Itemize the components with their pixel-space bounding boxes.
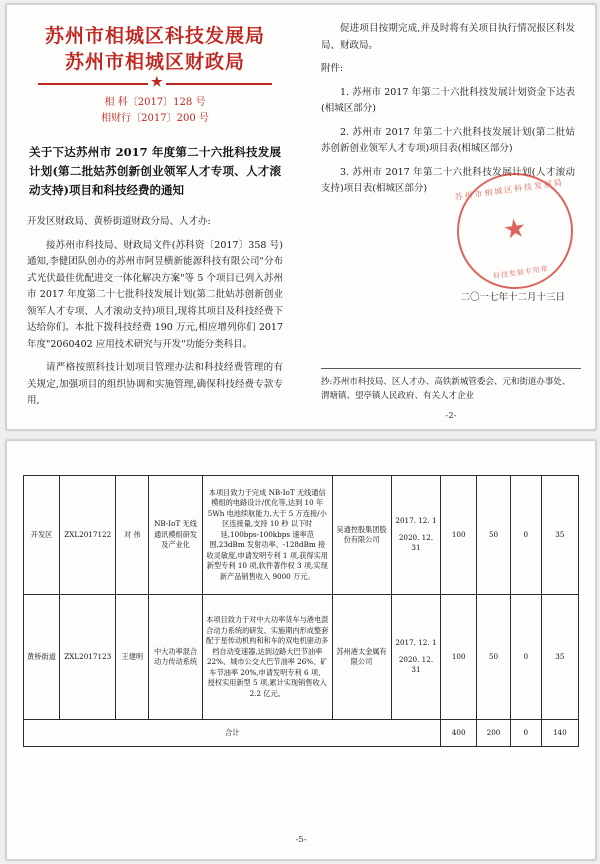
cell-period	[391, 476, 441, 595]
document-right-column	[307, 5, 595, 429]
letterhead-line-1: 苏州市相城区科技发展局	[44, 25, 265, 47]
attachment-item-3: 3. 苏州市 2017 年第二十六批科技发展计划(人才滚动支持)项目表(相城区部分)	[321, 166, 575, 194]
cell-description: 本项目致力于完成 NB-IoT 无线通信模组的电路设计/优化等,达到 10 年 5Wh 电池续航能力,大于 5 万连接/小区连接量,支持 10 秒 以下时延,100bps-100kbps 速率范围,23dBm 发射功率、-128dBm 接收灵敏度,申请发明专利 1 项,获得实用新型专利 10 项,软件著作权 3 项,实现新产品销售收入 9000 万元。	[202, 476, 332, 595]
cell-period	[391, 595, 441, 720]
cell-code: ZXL2017122	[60, 476, 116, 595]
cell-project: NB-IoT 无线通讯模组研发及产业化	[149, 476, 203, 595]
document-page-top	[6, 4, 596, 430]
table-total-row	[24, 720, 579, 747]
total-amount-1: 400	[441, 720, 477, 747]
cell-amount-1: 100	[441, 476, 477, 595]
cell-amount-4: 35	[541, 476, 578, 595]
seal-bottom-text: 科技发展专用章	[492, 264, 550, 281]
signature-date: 二〇一七年十二月十三日	[460, 292, 565, 303]
letterhead-line-2: 苏州市相城区财政局	[64, 51, 245, 73]
seal-top-text: ★ 苏州市相城区科技发展局	[454, 177, 565, 203]
cc-line-2: 渭塘镇、望亭镇人民政府、有关人才企业	[321, 391, 475, 401]
attachment-label: 附件:	[321, 63, 344, 74]
carbon-copy-block	[321, 368, 581, 403]
cell-amount-3: 0	[511, 476, 542, 595]
body-paragraph-3: 促进项目按期完成,并及时将有关项目执行情况报区科发局、财政局。	[321, 23, 575, 51]
attachment-item-1: 1. 苏州市 2017 年第二十六批科技发展计划资金下达表(相城区部分)	[321, 86, 575, 114]
document-number-1: 相 科〔2017〕128 号	[104, 97, 206, 108]
table-row	[24, 476, 579, 595]
document-left-column	[7, 5, 303, 429]
cell-period-end: 2020. 12. 31	[398, 532, 434, 553]
page-number-top: -2-	[445, 411, 457, 421]
cell-amount-2: 50	[477, 476, 511, 595]
total-label: 合计	[24, 720, 441, 747]
cell-area: 黄桥街道	[24, 595, 60, 720]
cell-code: ZXL2017123	[60, 595, 116, 720]
document-title: 关于下达苏州市 2017 年度第二十六批科技发展计划(第二批姑苏创新创业领军人才专项、人才滚动支持)项目和科技经费的通知	[29, 145, 281, 197]
cell-person: 王建明	[116, 595, 149, 720]
salutation: 开发区财政局、黄桥街道财政分局、人才办:	[27, 216, 211, 227]
cell-company: 苏州港太金属有限公司	[332, 595, 391, 720]
document-number-block	[7, 95, 303, 127]
document-body-right	[321, 21, 575, 198]
cc-line-1: 抄:苏州市科技局、区人才办、高铁新城管委会、元和街道办事处、	[321, 377, 571, 387]
body-paragraph-2: 请严格按照科技计划项目管理办法和科技经费管理的有关规定,加强项目的组织协调和实施管理,确保科技经费专款专用,	[27, 362, 283, 406]
cell-project: 中大功率混合动力传动系统	[149, 595, 203, 720]
cell-amount-2: 50	[477, 595, 511, 720]
letterhead	[7, 5, 303, 85]
cell-period-end: 2020. 12. 31	[398, 654, 434, 675]
table-row	[24, 595, 579, 720]
cell-company: 吴通控股集团股份有限公司	[332, 476, 391, 595]
body-paragraph-1: 接苏州市科技局、财政局文件(苏科资〔2017〕358 号)通知,李健团队创办的苏州市阿昱横新能源科技有限公司"分布式光伏最佳优配进交一体化解决方案"等 5 个项目已列入苏州市 2017 年度第二十七批科技发展计划(第二批姑苏创新创业领军人才专项、人才滚动支持)项目,现将其项目及科技经费下达给你们。本批下拨科技经费 190 万元,相应增列你们 2017 年度"2060402 应用技术研究与开发"功能分类科目。	[27, 239, 283, 350]
document-page-bottom	[6, 440, 596, 860]
total-amount-3: 0	[511, 720, 542, 747]
page-number-bottom: -5-	[295, 835, 307, 845]
cell-amount-3: 0	[511, 595, 542, 720]
document-body-left	[27, 214, 283, 410]
letterhead-rule	[38, 83, 272, 85]
cell-amount-4: 35	[541, 595, 578, 720]
cell-period-start: 2017. 12. 1	[395, 516, 437, 526]
cell-area: 开发区	[24, 476, 60, 595]
cell-person: 对 伟	[116, 476, 149, 595]
cell-amount-1: 100	[441, 595, 477, 720]
total-amount-4: 140	[541, 720, 578, 747]
cell-period-start: 2017. 12. 1	[395, 638, 437, 648]
document-number-2: 相财行〔2017〕200 号	[101, 113, 209, 124]
attachment-item-2: 2. 苏州市 2017 年第二十六批科技发展计划(第二批姑苏创新创业领军人才专项)项目表(相城区部分)	[321, 126, 575, 154]
total-amount-2: 200	[477, 720, 511, 747]
cell-description: 本项目致力于对中大功率货车与港电混合动力系统的研发、实施期内形成整套配于星传动机构和和车的双电机驱动多档自动变速器,达到边路大巴节油率 22%、城市公交大巴节油率 26%、矿车节油率 20%,申请发明专利 6 项、授权实用新型 5 项,累计实现销售收入 2.2 亿元。	[202, 595, 332, 720]
project-funding-table	[23, 475, 579, 747]
